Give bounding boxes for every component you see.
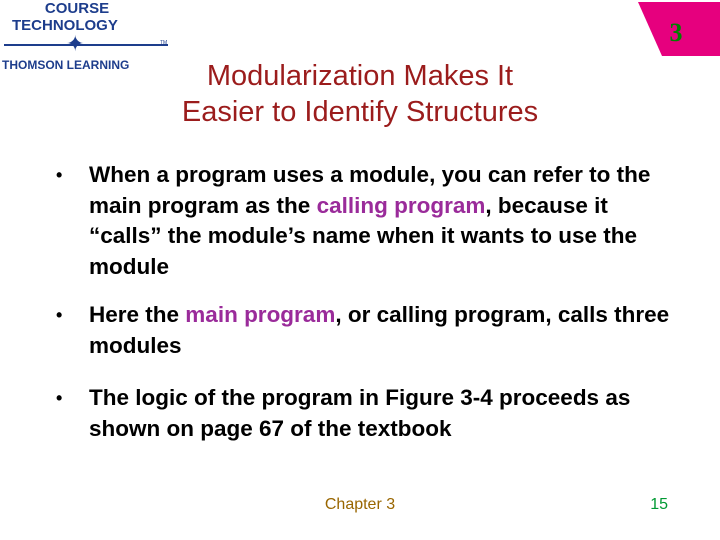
chapter-badge-number: 3 — [669, 18, 683, 47]
bullet-item — [56, 383, 676, 444]
bullet-text: The logic of the program in Figure 3-4 proceeds as shown on page 67 of the textbook — [89, 385, 631, 441]
bullet-item — [56, 160, 676, 282]
slide-title-line-1: Modularization Makes It — [206, 60, 514, 92]
bullet-dot-icon: • — [56, 388, 63, 408]
bullet-text: When a program uses a module, you can refer to the main program as the — [89, 162, 651, 218]
bullet-highlight: calling program — [316, 192, 486, 218]
bullet-dot-icon: • — [56, 165, 63, 185]
footer-chapter: Chapter 3 — [324, 496, 396, 513]
logo-technology-text: TECHNOLOGY — [12, 17, 118, 34]
bullet-item — [56, 300, 676, 361]
bullet-text: , or calling program, calls three modules — [89, 302, 670, 358]
footer-page-number: 15 — [650, 496, 668, 513]
slide-title — [100, 58, 620, 130]
bullet-list — [56, 160, 676, 444]
logo-divider — [4, 44, 168, 46]
logo-thomson-learning-text: THOMSON LEARNING — [2, 58, 130, 72]
logo-star-icon: ✦ — [66, 31, 85, 56]
bullet-text: Here the — [89, 302, 186, 327]
slide-title-line-2: Easier to Identify Structures — [181, 96, 539, 128]
bullet-text: , because it “calls” the module’s name when it wants to use the module — [89, 192, 638, 279]
bullet-dot-icon: • — [56, 305, 63, 325]
logo-tm-text: TM — [160, 40, 168, 46]
bullet-highlight: main program — [185, 302, 336, 327]
logo-course-text: COURSE — [44, 0, 110, 17]
